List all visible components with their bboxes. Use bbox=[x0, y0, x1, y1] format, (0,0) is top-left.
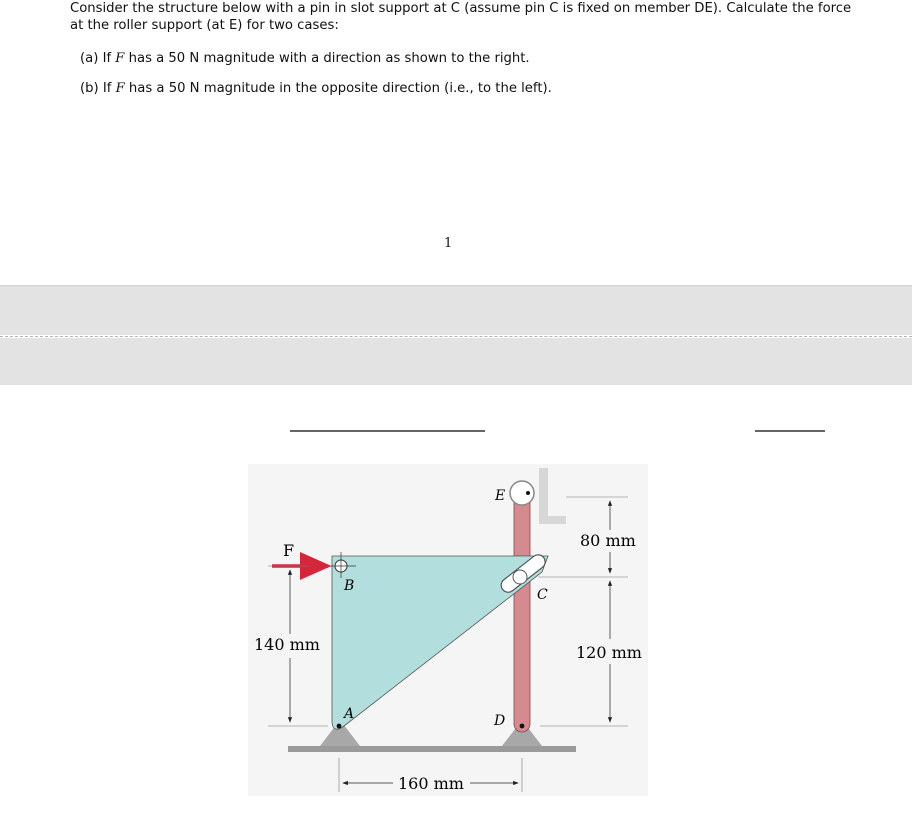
structure-diagram bbox=[248, 464, 648, 796]
label-b: B bbox=[344, 578, 355, 594]
pin-e-dot bbox=[526, 491, 530, 495]
pin-a bbox=[337, 724, 342, 729]
header-rule-left bbox=[290, 430, 485, 432]
page-gap-top bbox=[0, 286, 912, 335]
header-rule-right bbox=[755, 430, 825, 432]
structure-figure bbox=[248, 464, 648, 796]
member-de bbox=[514, 490, 530, 732]
wall-bracket bbox=[539, 468, 566, 524]
label-a: A bbox=[344, 706, 355, 722]
page-break-dashed-line bbox=[0, 336, 912, 337]
roller-e bbox=[510, 481, 534, 505]
dim-lower-right: 120 mm bbox=[576, 643, 642, 662]
label-e: E bbox=[495, 488, 506, 504]
pin-d bbox=[520, 724, 525, 729]
pin-c bbox=[513, 570, 527, 584]
problem-panel bbox=[0, 0, 912, 286]
problem-statement: Consider the structure below with a pin in slot support at C (assume pin C is fixed on member DE). Calculate the force at the roller support (at E) for two cases: bbox=[70, 1, 852, 33]
page-gap-bottom bbox=[0, 338, 912, 385]
label-c: C bbox=[537, 587, 548, 603]
dim-width-bottom: 160 mm bbox=[398, 774, 464, 793]
page-number: 1 bbox=[444, 236, 453, 251]
case-a: (a) If F has a 50 N magnitude with a direction as shown to the right. bbox=[80, 51, 530, 66]
dim-height-left: 140 mm bbox=[254, 635, 320, 654]
force-label: F bbox=[283, 541, 295, 560]
ground bbox=[288, 746, 576, 752]
dim-upper-right: 80 mm bbox=[580, 531, 636, 550]
label-d: D bbox=[494, 713, 506, 729]
case-b: (b) If F has a 50 N magnitude in the opposite direction (i.e., to the left). bbox=[80, 81, 552, 96]
